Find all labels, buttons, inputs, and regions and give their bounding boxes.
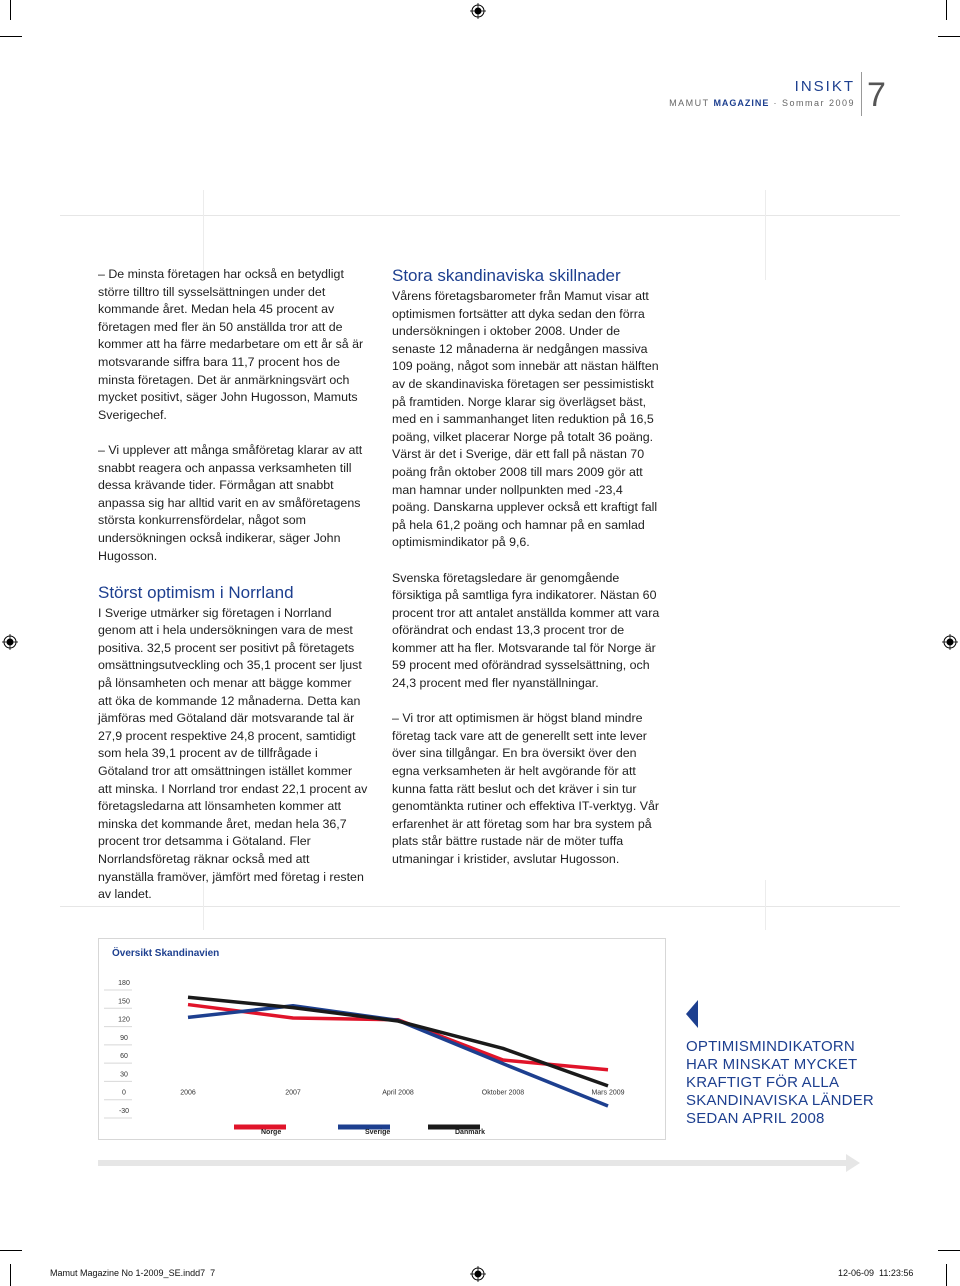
arrow-head-icon	[846, 1154, 860, 1172]
y-tick-label: 60	[120, 1053, 128, 1061]
issue-label: Sommar 2009	[781, 98, 855, 108]
crop-mark	[10, 1264, 11, 1286]
guide-line	[60, 215, 900, 216]
guide-line	[765, 190, 766, 280]
y-tick-label: 120	[118, 1016, 130, 1024]
crop-mark	[946, 0, 947, 20]
slug-date: 12-06-09	[838, 1268, 875, 1278]
paragraph: – Vi upplever att många småföretag klarar av att snabbt reagera och anpassa verksamheten till dessa krävande tider. Förmågan att snabbt anpassa sig har alltid varit en av småföretagens största konkurrensfördelar, något som undersökningen också indikerar, säger John Hugosson.	[98, 442, 363, 563]
crop-mark	[938, 1250, 960, 1251]
slug-filename: Mamut Magazine No 1-2009_SE.indd7	[50, 1268, 206, 1278]
callout-arrow-icon	[686, 1000, 698, 1028]
y-tick-label: 180	[118, 980, 130, 987]
guide-line	[60, 906, 900, 907]
registration-mark-icon	[470, 1266, 486, 1282]
legend-label: Danmark	[455, 1129, 485, 1136]
paragraph: Vårens företagsbarometer från Mamut visar att optimismen fortsätter att dyka sedan den förra undersökningen i oktober 2008. Under de senaste 12 månaderna är nedgången massiva 109 poäng, något som innebär att nästan hälften av de skandinaviska företagen ser pessimistiskt på framtiden. Norge klarar sig överlägset bäst, med en i sammanhanget liten reduktion på 16,5 poäng, vilket placerar Norge på totalt 36 poäng. Värst är det i Sverige, där ett fall på nästan 70 poäng från oktober 2008 till mars 2009 gör att man hamnar under nollpunkten med -23,4 poäng. Danskarna upplever också ett kraftigt fall på hela 61,2 poäng och hamnar på en samlad optimismindikator på 9,6.	[392, 289, 659, 550]
crop-mark	[946, 1264, 947, 1286]
guide-line	[765, 880, 766, 930]
y-tick-label: 0	[122, 1089, 126, 1097]
pull-quote-line: HAR MINSKAT MYCKET	[686, 1056, 858, 1073]
paragraph: I Sverige utmärker sig företagen i Norrland genom att i hela undersökningen vara de mest positiva. 32,5 procent ser positivt på företagets omsättningsutveckling och 35,1 procent ser ljust på lönsamheten och menar att bägge kommer att öka de kommande 12 månaderna. Detta kan jämföras med Götaland där motsvarande tal är 27,9 procent respektive 24,8 procent, samtidigt som hela 39,1 procent av de tillfrågade i Götaland tror att omsättningen istället kommer att minska. I Norrland tror endast 22,1 procent av företagsledarna att lönsamheten kommer att minska det kommande året, medan hela 36,7 procent tror detsamma i Götaland. Fler Norrlandsföretag räknar också med att nyanställa framöver, jämfört med företag i resten av landet.	[98, 605, 368, 902]
decorative-arrow	[98, 1160, 848, 1166]
paragraph: – Vi tror att optimismen är högst bland mindre företag tack vare att de generellt sett inte lever över sina tillgångar. En bra översikt över den egna verksamheten är helt avgörande för att kunna fatta rätt beslut och det kräver i sin tur genomtänkta rutiner och effektiva IT-verktyg. Vår erfarenhet är att företag som har bra system på plats står bättre rustade när de möter tuffa utmaningar i kristider, avslutar Hugosson.	[392, 711, 659, 866]
registration-mark-icon	[470, 3, 486, 19]
pull-quote-line: SEDAN APRIL 2008	[686, 1110, 825, 1127]
slug-file	[50, 1268, 215, 1278]
y-tick-label: 90	[120, 1034, 128, 1042]
chart-title: Översikt Skandinavien	[112, 948, 220, 959]
crop-mark	[0, 36, 22, 37]
legend-label: Sverige	[365, 1129, 391, 1136]
x-tick-label: Mars 2009	[591, 1089, 625, 1097]
separator: ·	[773, 98, 778, 108]
crop-mark	[10, 0, 11, 20]
slug-timestamp	[838, 1268, 913, 1278]
crop-mark	[0, 1250, 22, 1251]
registration-mark-icon	[942, 634, 958, 650]
y-tick-label: -30	[118, 1108, 130, 1115]
subheading: Störst optimism i Norrland	[98, 582, 294, 602]
magazine-name: MAGAZINE	[713, 98, 770, 108]
pull-quote-line: KRAFTIGT FÖR ALLA	[686, 1074, 840, 1091]
line-chart	[98, 938, 664, 1138]
x-tick-label: 2006	[180, 1089, 196, 1097]
registration-mark-icon	[2, 634, 18, 650]
pull-quote-line: OPTIMISMINDIKATORN	[686, 1038, 855, 1055]
magazine-issue	[669, 98, 855, 108]
pull-quote-line: SKANDINAVISKA LÄNDER	[686, 1092, 874, 1109]
right-column	[392, 266, 662, 869]
pull-quote	[686, 1038, 886, 1128]
x-tick-label: Oktober 2008	[481, 1089, 525, 1097]
subheading: Stora skandinaviska skillnader	[392, 266, 621, 285]
legend-label: Norge	[261, 1129, 282, 1136]
y-tick-label: 150	[118, 998, 130, 1006]
left-column	[98, 266, 368, 904]
magazine-brand: MAMUT	[669, 98, 710, 108]
paragraph: Svenska företagsledare är genomgående försiktiga på samtliga fyra indikatorer. Nästan 60 procent tror att antalet anställda kommer att vara oförändrat och endast 13,3 procent tror de kommer att ha fler. Motsvarande tal för Norge är 59 procent med oförändrad sysselsättning, och 24,3 procent med fler nyanställningar.	[392, 570, 660, 691]
y-tick-label: 30	[120, 1071, 128, 1079]
series-line-norge	[188, 1005, 608, 1070]
header-divider	[861, 72, 862, 116]
x-tick-label: 2007	[285, 1089, 301, 1097]
page-number: 7	[867, 76, 886, 114]
section-title: INSIKT	[794, 78, 855, 95]
slug-time: 11:23:56	[879, 1268, 914, 1278]
crop-mark	[938, 36, 960, 37]
slug-page: 7	[210, 1268, 216, 1278]
x-tick-label: April 2008	[382, 1089, 414, 1097]
paragraph: – De minsta företagen har också en betydligt större tilltro till sysselsättningen under det kommande året. Medan hela 45 procent av företagen med fler än 50 anställda tror att de kommer att ha färre medarbetare om ett år så är motsvarande siffra bara 11,7 procent hos de minsta företagen. Det är anmärkningsvärt och mycket positivt, säger John Hugosson, Mamuts Sverigechef.	[98, 267, 364, 422]
